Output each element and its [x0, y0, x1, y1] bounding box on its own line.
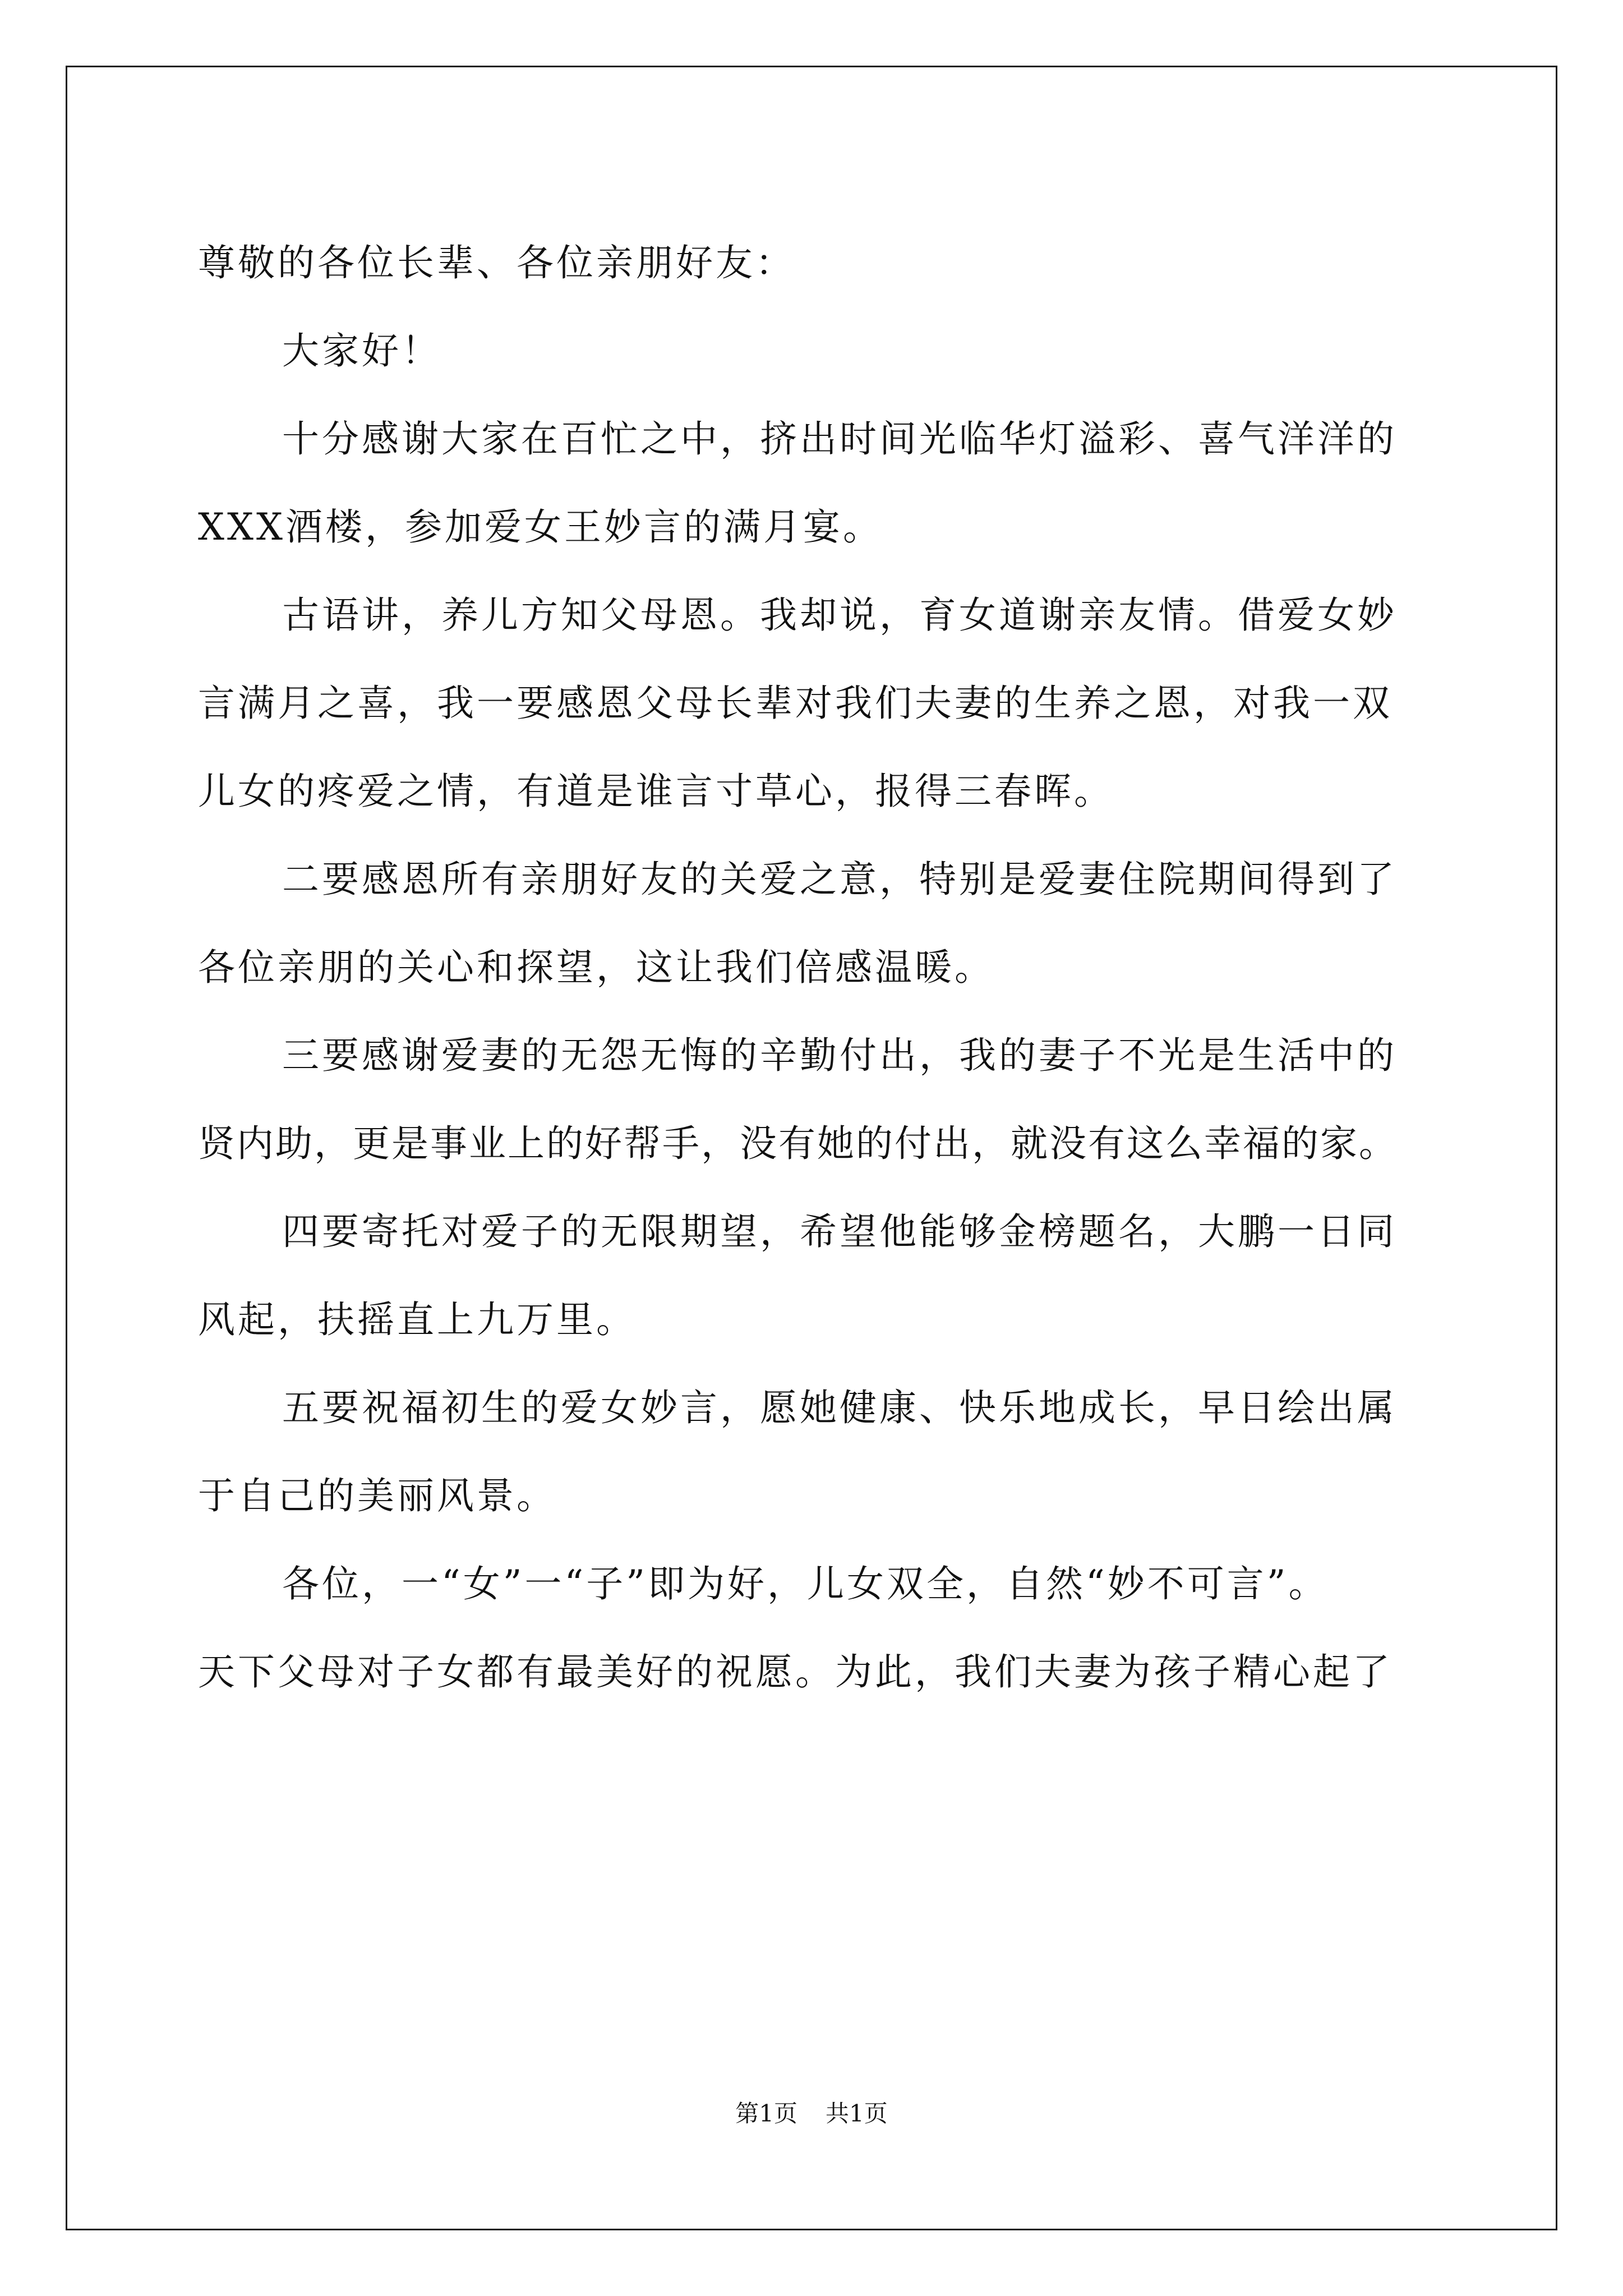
text-line: 大家好！ — [282, 329, 441, 372]
text-line: 十分感谢大家在百忙之中，挤出时间光临华灯溢彩、喜气洋洋的 — [282, 417, 1397, 461]
text-line: 尊敬的各位长辈、各位亲朋好友： — [198, 241, 795, 284]
text-line: 古语讲，养儿方知父母恩。我却说，育女道谢亲友情。借爱女妙 — [282, 593, 1397, 637]
page-number-total: 共1页 — [826, 2100, 888, 2127]
text-line: 各位亲朋的关心和探望，这让我们倍感温暖。 — [198, 946, 994, 989]
page-number-current: 第1页 — [735, 2100, 797, 2127]
text-line: 贤内助，更是事业上的好帮手，没有她的付出，就没有这么幸福的家。 — [198, 1122, 1398, 1165]
text-line: 天下父母对子女都有最美好的祝愿。为此，我们夫妻为孩子精心起了 — [198, 1650, 1393, 1694]
text-line: 儿女的疼爱之情，有道是谁言寸草心，报得三春晖。 — [198, 770, 1114, 813]
text-line: 三要感谢爱妻的无怨无悔的辛勤付出，我的妻子不光是生活中的 — [282, 1034, 1397, 1077]
text-line: 四要寄托对爱子的无限期望，希望他能够金榜题名，大鹏一日同 — [282, 1210, 1397, 1253]
text-line: 五要祝福初生的爱女妙言，愿她健康、快乐地成长，早日绘出属 — [282, 1386, 1397, 1429]
text-line: 二要感恩所有亲朋好友的关爱之意，特别是爱妻住院期间得到了 — [282, 858, 1397, 901]
text-line: 风起，扶摇直上九万里。 — [198, 1298, 636, 1341]
text-line: XXX酒楼，参加爱女王妙言的满月宴。 — [198, 505, 883, 549]
page-footer — [0, 2097, 1623, 2131]
text-line: 于自己的美丽风景。 — [198, 1474, 556, 1517]
text-line: 言满月之喜，我一要感恩父母长辈对我们夫妻的生养之恩，对我一双 — [198, 682, 1393, 725]
text-line: 各位，一“女”一“子”即为好，儿女双全，自然“妙不可言”。 — [282, 1562, 1329, 1605]
document-body — [198, 219, 1426, 1716]
